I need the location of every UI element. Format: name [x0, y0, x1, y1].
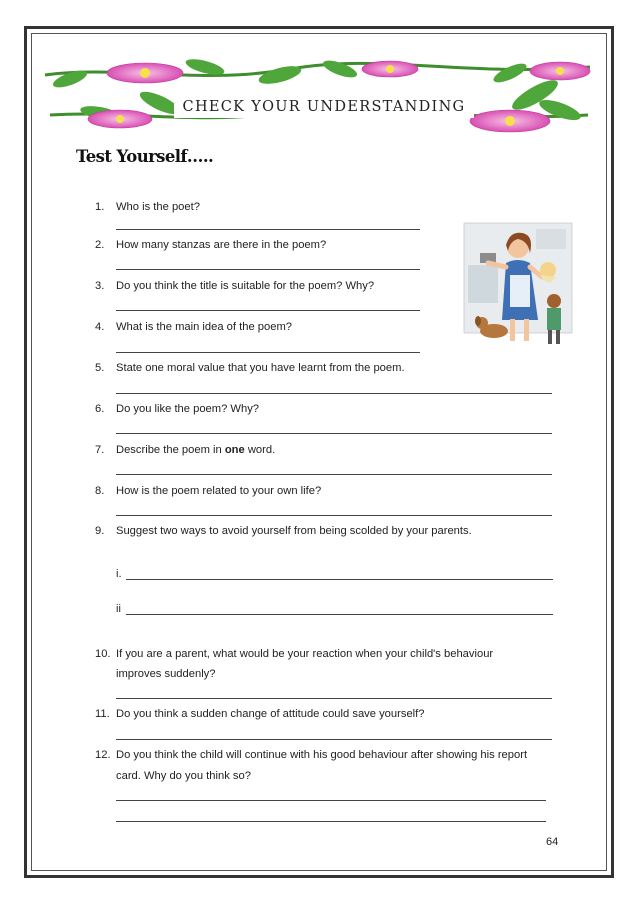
answer-line-6[interactable]	[116, 433, 552, 434]
answer-line-3[interactable]	[116, 310, 420, 311]
question-12: 12. Do you think the child will continue with his good behaviour after showing his report	[95, 749, 528, 761]
page-number: 64	[546, 836, 559, 848]
answer-line-5[interactable]	[116, 393, 552, 394]
question-11: 11. Do you think a sudden change of attitude could save yourself?	[95, 708, 425, 720]
banner-title: CHECK YOUR UNDERSTANDING	[174, 96, 474, 118]
question-9: 9. Suggest two ways to avoid yourself from being scolded by your parents.	[95, 525, 472, 537]
sub-answer-label-i: i.	[116, 568, 122, 580]
answer-line-7[interactable]	[116, 474, 552, 475]
question-6: 6. Do you like the poem? Why?	[95, 403, 260, 415]
answer-line-12a[interactable]	[116, 800, 546, 801]
answer-line-9-ii[interactable]	[126, 614, 553, 615]
question-10: 10. If you are a parent, what would be your reaction when your child's behaviour	[95, 648, 494, 660]
answer-line-12b[interactable]	[116, 821, 546, 822]
sub-answer-label-ii: ii	[116, 603, 121, 615]
answer-line-1[interactable]	[116, 229, 420, 230]
question-5: 5. State one moral value that you have learnt from the poem.	[95, 362, 405, 374]
answer-line-9-i[interactable]	[126, 579, 553, 580]
answer-line-11[interactable]	[116, 739, 552, 740]
question-2: 2. How many stanzas are there in the poem?	[95, 239, 327, 251]
question-4: 4. What is the main idea of the poem?	[95, 321, 292, 333]
question-3: 3. Do you think the title is suitable for the poem? Why?	[95, 280, 375, 292]
question-1: 1. Who is the poet?	[95, 201, 200, 213]
page-heading: Test Yourself…..	[76, 147, 214, 166]
flower-banner	[40, 55, 596, 133]
answer-line-2[interactable]	[116, 269, 420, 270]
question-12-continued: card. Why do you think so?	[116, 770, 251, 782]
answer-line-4[interactable]	[116, 352, 420, 353]
answer-line-10[interactable]	[116, 698, 552, 699]
answer-line-8[interactable]	[116, 515, 552, 516]
question-10-continued: improves suddenly?	[116, 668, 216, 680]
question-8: 8. How is the poem related to your own life?	[95, 485, 322, 497]
question-7: 7. Describe the poem in one word.	[95, 444, 276, 456]
mother-children-illustration	[458, 215, 576, 355]
